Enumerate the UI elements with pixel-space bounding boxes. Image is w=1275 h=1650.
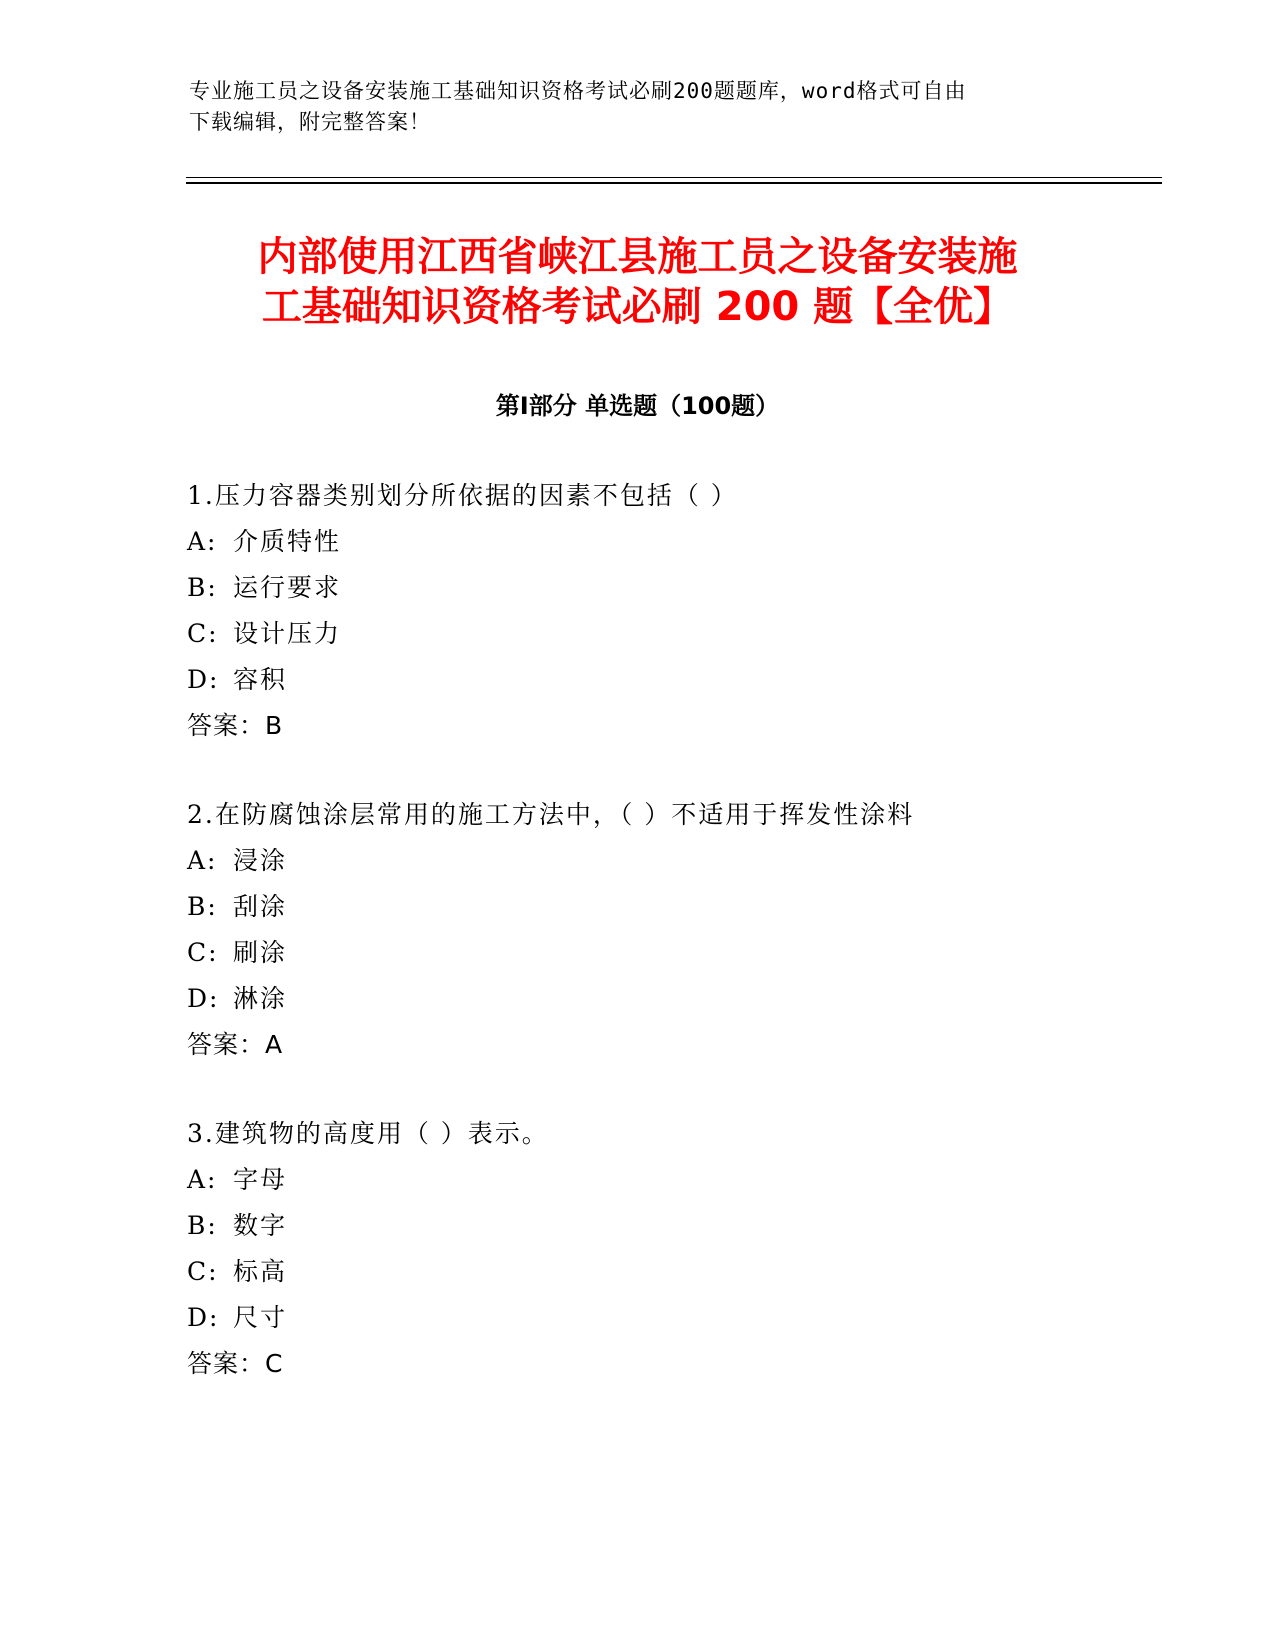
header-note: [189, 76, 1089, 138]
option-text: 尺寸: [233, 1303, 288, 1332]
question-3: [187, 1111, 1087, 1387]
option-text: 设计压力: [233, 619, 342, 648]
option-letter: C:: [187, 619, 219, 648]
answer-line: 答案：B: [187, 711, 284, 740]
question-stem: 1.压力容器类别划分所依据的因素不包括（ ）: [187, 481, 738, 510]
document-title-line-1: 内部使用江西省峡江县施工员之设备安装施: [257, 234, 1018, 280]
document-title-line-2: 工基础知识资格考试必刷 200 题【全优】: [261, 284, 1014, 330]
option-c: [187, 930, 1087, 976]
option-b: [187, 1203, 1087, 1249]
option-text: 数字: [233, 1211, 288, 1240]
option-d: [187, 1295, 1087, 1341]
option-d: [187, 657, 1087, 703]
option-text: 标高: [233, 1257, 288, 1286]
option-a: [187, 519, 1087, 565]
section-heading: 第Ⅰ部分 单选题（100题）: [495, 392, 780, 420]
option-letter: A:: [187, 527, 218, 556]
option-c: [187, 611, 1087, 657]
header-note-line-1: 专业施工员之设备安装施工基础知识资格考试必刷200题题库，word格式可自由: [189, 79, 967, 103]
document-title: [150, 232, 1125, 332]
option-letter: D:: [187, 984, 220, 1013]
option-letter: B:: [187, 573, 218, 602]
option-d: [187, 976, 1087, 1022]
option-letter: D:: [187, 1303, 220, 1332]
option-text: 淋涂: [233, 984, 288, 1013]
option-letter: B:: [187, 892, 218, 921]
question-stem: 2.在防腐蚀涂层常用的施工方法中，（ ）不适用于挥发性涂料: [187, 800, 915, 829]
option-text: 刷涂: [233, 938, 288, 967]
option-letter: C:: [187, 938, 219, 967]
header-divider-top: [186, 177, 1162, 178]
option-b: [187, 565, 1087, 611]
option-text: 刮涂: [233, 892, 288, 921]
option-text: 运行要求: [233, 573, 342, 602]
option-letter: A:: [187, 1165, 218, 1194]
answer-line: 答案：A: [187, 1030, 284, 1059]
option-a: [187, 838, 1087, 884]
answer-line: 答案：C: [187, 1349, 284, 1378]
option-text: 字母: [233, 1165, 288, 1194]
option-c: [187, 1249, 1087, 1295]
option-b: [187, 884, 1087, 930]
question-2: [187, 792, 1087, 1068]
option-text: 介质特性: [233, 527, 342, 556]
option-letter: D:: [187, 665, 220, 694]
question-1: [187, 473, 1087, 749]
option-text: 浸涂: [233, 846, 288, 875]
option-letter: C:: [187, 1257, 219, 1286]
option-text: 容积: [233, 665, 288, 694]
question-stem: 3.建筑物的高度用（ ）表示。: [187, 1119, 549, 1148]
option-a: [187, 1157, 1087, 1203]
option-letter: B:: [187, 1211, 218, 1240]
header-divider-bottom: [186, 182, 1162, 184]
option-letter: A:: [187, 846, 218, 875]
header-note-line-2: 下载编辑，附完整答案！: [189, 110, 431, 134]
